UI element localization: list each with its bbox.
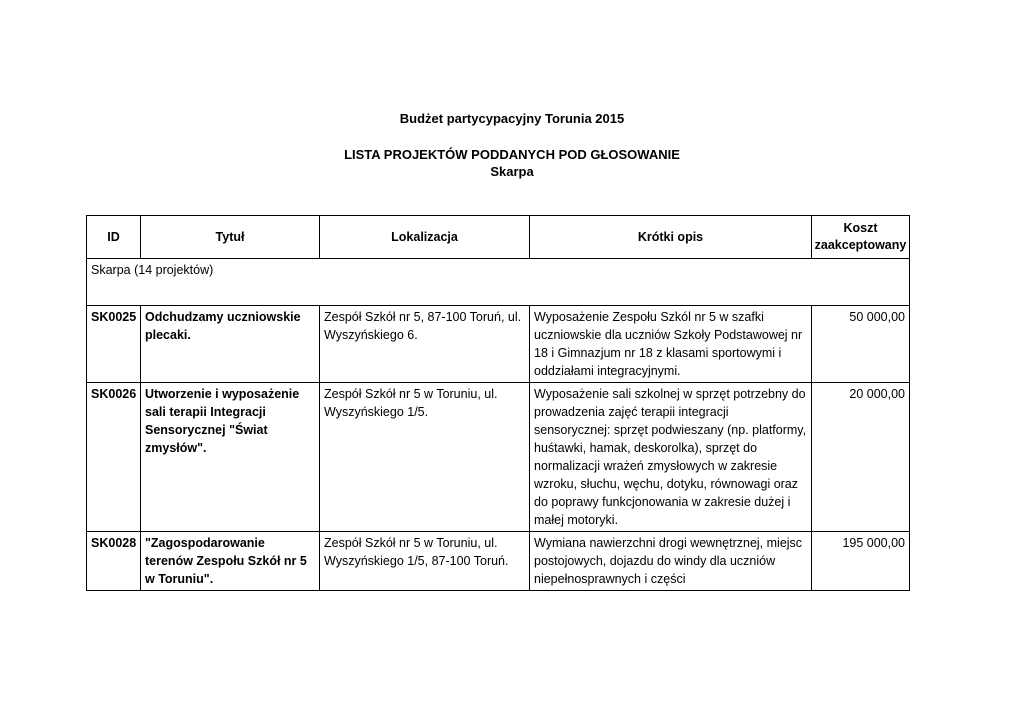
project-cost: 20 000,00 — [812, 383, 910, 532]
column-header-location: Lokalizacja — [320, 216, 530, 259]
district-name: Skarpa — [490, 164, 534, 179]
section-row — [87, 259, 910, 306]
column-header-cost — [812, 216, 910, 259]
column-header-description: Krótki opis — [530, 216, 812, 259]
project-cost: 195 000,00 — [812, 532, 910, 591]
project-description: Wyposażenie Zespołu Szkól nr 5 w szafki uczniowskie dla uczniów Szkoły Podstawowej nr 18 i Gimnazjum nr 18 z klasami sportowymi i oddziałami integracyjnymi. — [530, 306, 812, 383]
project-title: Odchudzamy uczniowskie plecaki. — [141, 306, 320, 383]
table-row — [87, 383, 910, 532]
project-description: Wyposażenie sali szkolnej w sprzęt potrzebny do prowadzenia zajęć terapii integracji sensorycznej: sprzęt podwieszany (np. platformy, huśtawki, hamak, deskorolka), sprzęt do normalizacji wrażeń zmysłowych w zakresie wzroku, słuchu, węchu, dotyku, równowagi oraz do poprawy funkcjonowania w zakresie dużej i małej motoryki. — [530, 383, 812, 532]
project-id: SK0028 — [87, 532, 141, 591]
projects-table — [86, 215, 910, 591]
column-header-title: Tytuł — [141, 216, 320, 259]
project-location: Zespół Szkół nr 5, 87-100 Toruń, ul. Wyszyńskiego 6. — [320, 306, 530, 383]
project-cost: 50 000,00 — [812, 306, 910, 383]
cost-header-line1: Koszt — [843, 221, 878, 235]
table-row — [87, 532, 910, 591]
document-title: Budżet partycypacyjny Torunia 2015 — [399, 111, 625, 126]
project-location: Zespół Szkół nr 5 w Toruniu, ul. Wyszyńskiego 1/5. — [320, 383, 530, 532]
project-title: Utworzenie i wyposażenie sali terapii Integracji Sensorycznej "Świat zmysłów". — [141, 383, 320, 532]
table-header-row — [87, 216, 910, 259]
column-header-id: ID — [87, 216, 141, 259]
project-id: SK0025 — [87, 306, 141, 383]
project-description: Wymiana nawierzchni drogi wewnętrznej, miejsc postojowych, dojazdu do windy dla uczniów niepełnosprawnych i części — [530, 532, 812, 591]
project-title: "Zagospodarowanie terenów Zespołu Szkół nr 5 w Toruniu". — [141, 532, 320, 591]
cost-header-line2: zaakceptowany — [814, 238, 907, 252]
document-subtitle: LISTA PROJEKTÓW PODDANYCH POD GŁOSOWANIE — [344, 147, 680, 162]
project-location: Zespół Szkół nr 5 w Toruniu, ul. Wyszyńskiego 1/5, 87-100 Toruń. — [320, 532, 530, 591]
section-label: Skarpa (14 projektów) — [87, 259, 910, 306]
table-row — [87, 306, 910, 383]
project-id: SK0026 — [87, 383, 141, 532]
